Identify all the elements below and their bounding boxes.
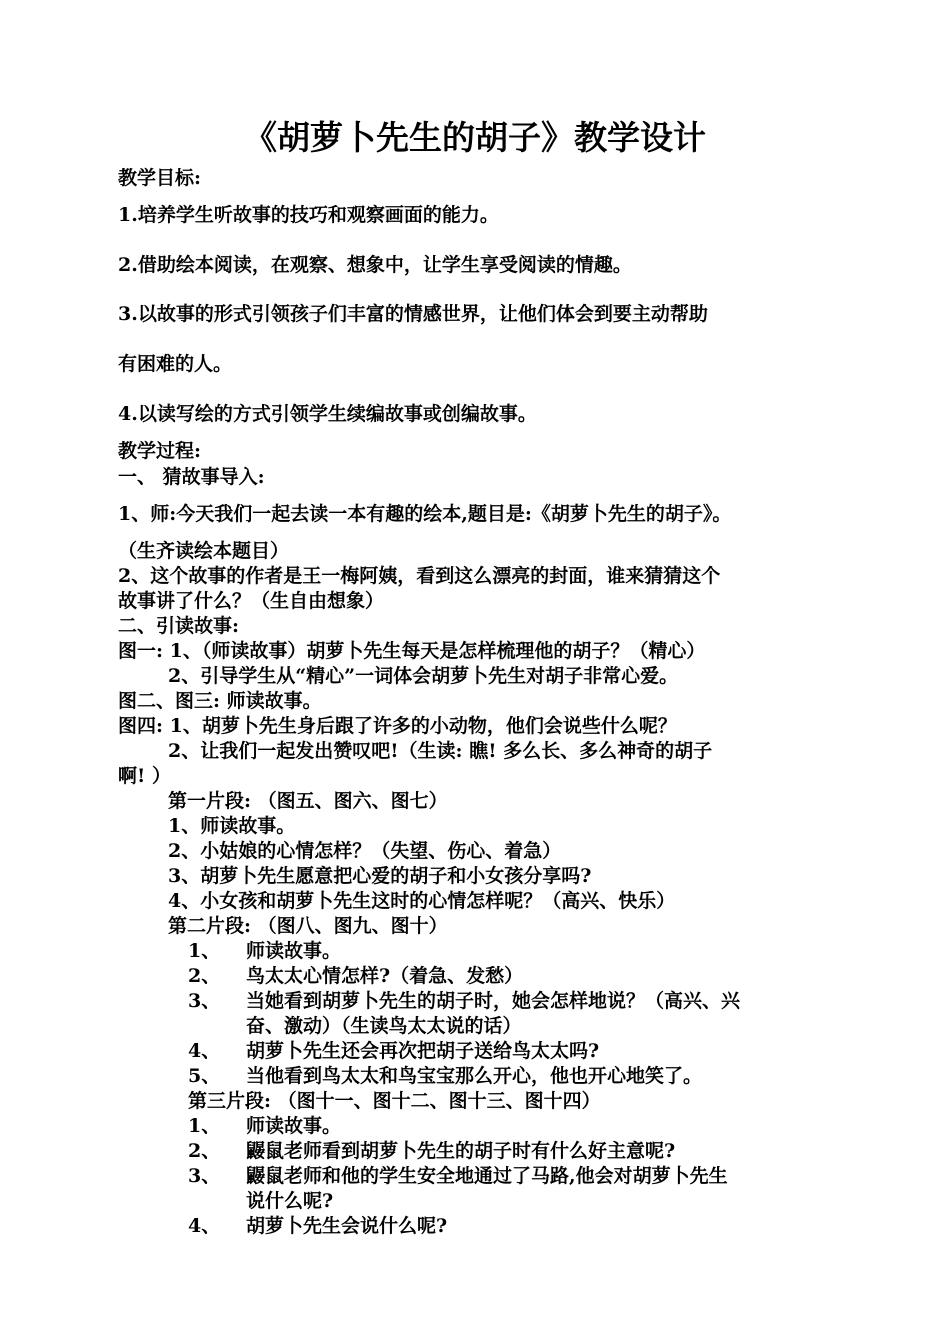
part3-item-cont-3: 说什么呢? <box>246 1190 334 1212</box>
section1-line-4: 故事讲了什么？（生自由想象） <box>118 590 385 612</box>
part2-heading: 第二片段: （图八、图九、图十） <box>168 915 448 937</box>
section2-line-6: 啊! ） <box>118 765 171 787</box>
part1-item-1: 1、师读故事。 <box>168 815 296 837</box>
section2-line-5: 2、让我们一起发出赞叹吧!（生读: 瞧! 多么长、多么神奇的胡子 <box>168 740 713 762</box>
part2-item-text-1: 师读故事。 <box>246 940 342 962</box>
part2-item-num-1: 1、 <box>188 940 221 962</box>
part3-item-text-1: 师读故事。 <box>246 1115 342 1137</box>
section2-heading: 二、引读故事: <box>118 615 240 637</box>
part3-item-text-4: 胡萝卜先生会说什么呢? <box>246 1215 448 1237</box>
part3-item-num-4: 4、 <box>188 1215 221 1237</box>
part2-item-text-4: 胡萝卜先生还会再次把胡子送给鸟太太吗? <box>246 1040 600 1062</box>
part2-item-num-3: 3、 <box>188 990 221 1012</box>
section2-line-4: 图四: 1、胡萝卜先生身后跟了许多的小动物，他们会说些什么呢？ <box>118 715 677 737</box>
part3-item-num-2: 2、 <box>188 1140 221 1162</box>
part2-item-text-5: 当他看到鸟太太和鸟宝宝那么开心，他也开心地笑了。 <box>246 1065 703 1087</box>
part1-item-3: 3、胡萝卜先生愿意把心爱的胡子和小女孩分享吗? <box>168 865 592 887</box>
part1-item-2: 2、小姑娘的心情怎样？（失望、伤心、着急） <box>168 840 562 862</box>
part2-item-num-4: 4、 <box>188 1040 221 1062</box>
section2-line-1: 图一: 1、（师读故事）胡萝卜先生每天是怎样梳理他的胡子？（精心） <box>118 640 706 662</box>
part3-item-text-2: 鼹鼠老师看到胡萝卜先生的胡子时有什么好主意呢? <box>246 1140 676 1162</box>
part3-item-text-3: 鼹鼠老师和他的学生安全地通过了马路,他会对胡萝卜先生 <box>246 1165 728 1187</box>
process-heading: 教学过程: <box>118 440 202 462</box>
goal-item-4: 4.以读写绘的方式引领学生续编故事或创编故事。 <box>118 403 537 425</box>
part3-heading: 第三片段: （图十一、图十二、图十三、图十四） <box>188 1090 601 1112</box>
section1-heading: 一、 猜故事导入: <box>118 466 265 488</box>
goal-item-3: 3.以故事的形式引领孩子们丰富的情感世界，让他们体会到要主动帮助 <box>118 303 708 325</box>
part1-item-4: 4、小女孩和胡萝卜先生这时的心情怎样呢？（高兴、快乐） <box>168 890 676 912</box>
part2-item-num-2: 2、 <box>188 965 221 987</box>
part2-item-num-5: 5、 <box>188 1065 221 1087</box>
part2-item-text-2: 鸟太太心情怎样?（着急、发愁） <box>246 965 524 987</box>
part1-heading: 第一片段: （图五、图六、图七） <box>168 790 448 812</box>
section1-line-2: （生齐读绘本题目） <box>118 540 290 562</box>
part3-item-num-3: 3、 <box>188 1165 221 1187</box>
goals-heading: 教学目标: <box>118 167 202 189</box>
document-title: 《胡萝卜先生的胡子》教学设计 <box>244 118 706 157</box>
section2-line-2: 2、引导学生从“精心”一词体会胡萝卜先生对胡子非常心爱。 <box>168 665 679 687</box>
part2-item-cont-3: 奋、激动）（生读鸟太太说的话） <box>246 1015 522 1037</box>
section1-line-3: 2、这个故事的作者是王一梅阿姨，看到这么漂亮的封面，谁来猜猜这个 <box>118 565 721 587</box>
section1-line-1: 1、师:今天我们一起去读一本有趣的绘本,题目是:《胡萝卜先生的胡子》。 <box>118 503 732 525</box>
goal-item-1: 1.培养学生听故事的技巧和观察画面的能力。 <box>118 204 499 226</box>
part3-item-num-1: 1、 <box>188 1115 221 1137</box>
goal-item-2: 2.借助绘本阅读，在观察、想象中，让学生享受阅读的情趣。 <box>118 254 632 276</box>
goal-item-3-cont: 有困难的人。 <box>118 353 233 375</box>
part2-item-text-3: 当她看到胡萝卜先生的胡子时，她会怎样地说？（高兴、兴 <box>246 990 741 1012</box>
section2-line-3: 图二、图三: 师读故事。 <box>118 690 322 712</box>
